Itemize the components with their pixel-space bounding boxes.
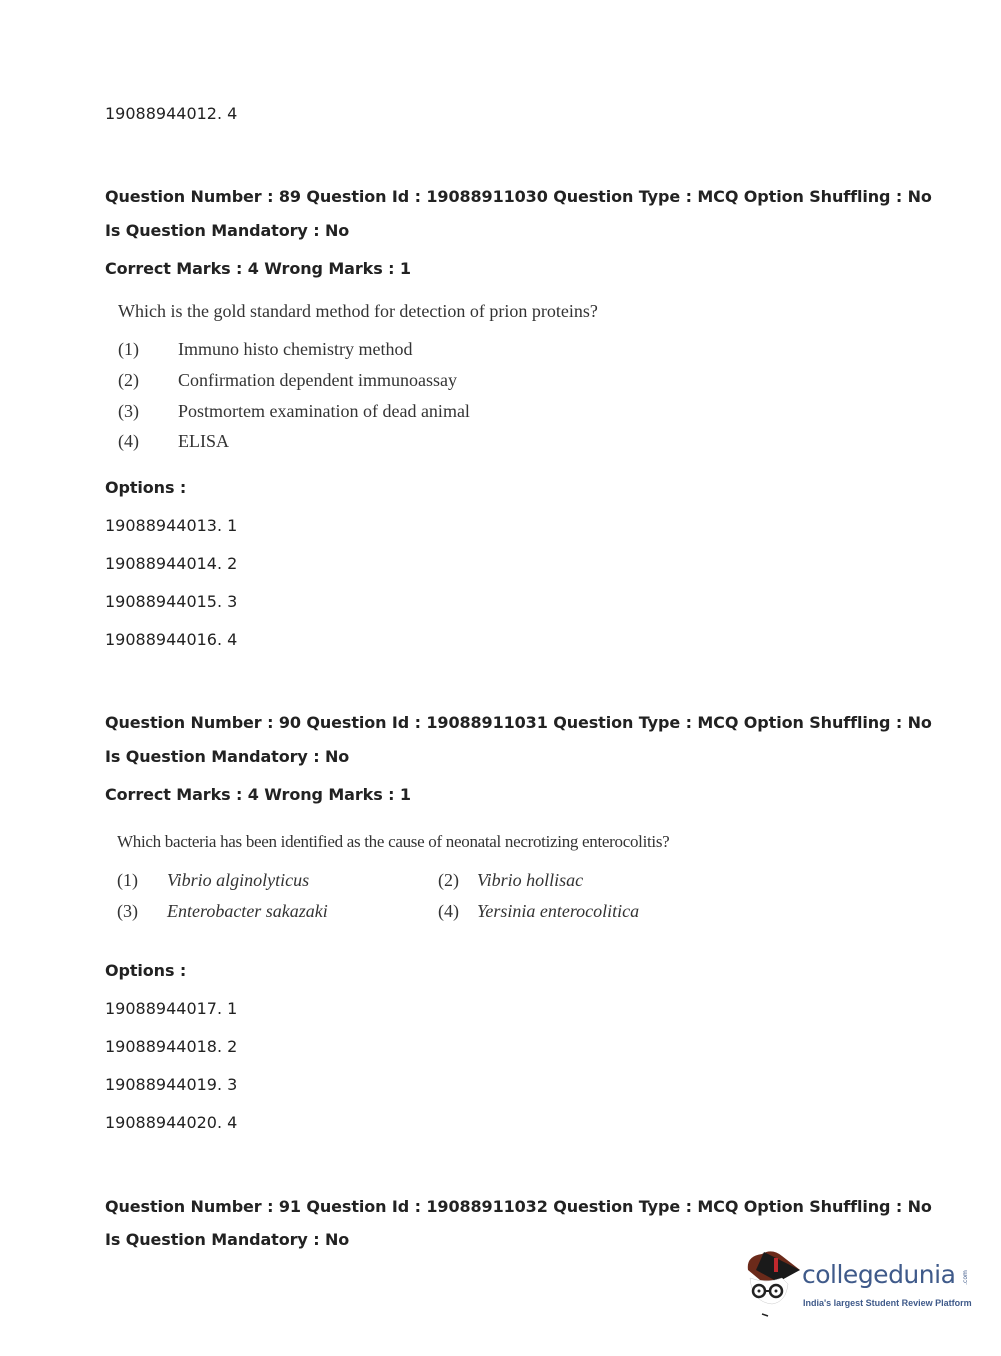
choice-text: Enterobacter sakazaki	[167, 901, 328, 921]
choice-text: ELISA	[178, 431, 229, 451]
choice-number: (3)	[118, 401, 139, 421]
option-id: 19088944013. 1	[105, 516, 238, 535]
options-label: Options :	[105, 478, 187, 497]
question-text: Which bacteria has been identified as the cause of neonatal necrotizing enterocolitis?	[117, 832, 670, 851]
option-id: 19088944014. 2	[105, 554, 238, 573]
logo-wordmark: collegedunia	[802, 1260, 956, 1289]
choice-text: Immuno histo chemistry method	[178, 339, 413, 359]
choice-text: Vibrio hollisac	[477, 870, 584, 890]
question-mandatory: Is Question Mandatory : No	[105, 747, 350, 766]
question-mandatory: Is Question Mandatory : No	[105, 221, 350, 240]
option-id: 19088944017. 1	[105, 999, 238, 1018]
option-id: 19088944019. 3	[105, 1075, 238, 1094]
choice-number: (4)	[438, 901, 459, 921]
choice-text: Postmortem examination of dead animal	[178, 401, 470, 421]
logo-suffix: .com	[961, 1270, 969, 1285]
question-marks: Correct Marks : 4 Wrong Marks : 1	[105, 259, 411, 278]
logo-tagline: India's largest Student Review Platform	[803, 1298, 972, 1308]
question-header: Question Number : 89 Question Id : 19088911030 Question Type : MCQ Option Shuffling : No	[105, 187, 932, 206]
option-id: 19088944018. 2	[105, 1037, 238, 1056]
options-label: Options :	[105, 961, 187, 980]
choice-number: (2)	[438, 870, 459, 890]
question-marks: Correct Marks : 4 Wrong Marks : 1	[105, 785, 411, 804]
choice-number: (4)	[118, 431, 139, 451]
choice-text: Confirmation dependent immunoassay	[178, 370, 457, 390]
question-mandatory: Is Question Mandatory : No	[105, 1230, 350, 1249]
choice-text: Yersinia enterocolitica	[477, 901, 640, 921]
question-header: Question Number : 91 Question Id : 19088911032 Question Type : MCQ Option Shuffling : No	[105, 1197, 932, 1216]
question-header: Question Number : 90 Question Id : 19088911031 Question Type : MCQ Option Shuffling : No	[105, 713, 932, 732]
choice-number: (1)	[117, 870, 138, 890]
collegedunia-logo	[742, 1248, 972, 1324]
question-text: Which is the gold standard method for detection of prion proteins?	[118, 301, 598, 321]
mascot-icon	[742, 1248, 804, 1320]
option-id: 19088944015. 3	[105, 592, 238, 611]
choice-number: (3)	[117, 901, 138, 921]
choice-number: (1)	[118, 339, 139, 359]
choice-number: (2)	[118, 370, 139, 390]
choice-text: Vibrio alginolyticus	[167, 870, 310, 890]
prev-option: 19088944012. 4	[105, 104, 238, 123]
option-id: 19088944020. 4	[105, 1113, 238, 1132]
option-id: 19088944016. 4	[105, 630, 238, 649]
